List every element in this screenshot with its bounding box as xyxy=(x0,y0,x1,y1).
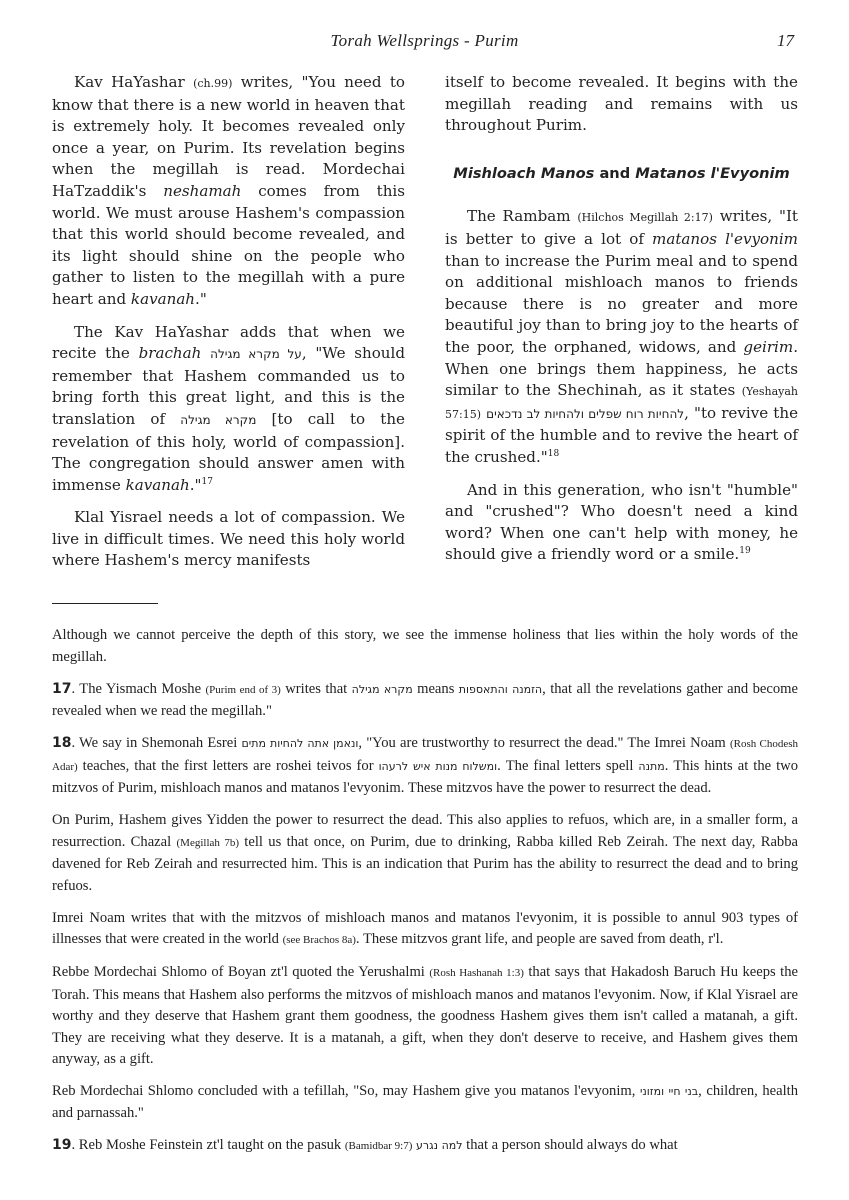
paragraph: Klal Yisrael needs a lot of compassion. We live in difficult times. We need this holy world where Hashem's mercy manifests xyxy=(52,508,405,570)
footnote-number: 17 xyxy=(52,680,72,697)
right-column xyxy=(445,72,798,577)
text: teaches, that the first letters are roshei teivos for xyxy=(77,757,379,774)
text: than to increase the Purim meal and to spend on additional mishloach manos to friends because there is no greater and more beautiful joy than to bring joy to the hearts of the poor, the orphaned, widows, and xyxy=(445,251,798,356)
hebrew-text: מקרא מגילה xyxy=(180,412,257,427)
hebrew-text: מקרא מגילה xyxy=(351,682,413,696)
source-citation: (Megillah 7b) xyxy=(176,836,239,849)
italic-term: geirim xyxy=(743,337,794,356)
footnote-divider xyxy=(52,603,158,604)
heading-part: Matanos l'Evyonim xyxy=(635,164,790,182)
text: that a person should always do what xyxy=(462,1136,678,1153)
paragraph xyxy=(445,480,798,566)
paragraph xyxy=(52,322,405,497)
hebrew-text: להחיות רוח שפלים ולהחיות לב נדכאים xyxy=(486,406,685,421)
italic-term: matanos l'evyonim xyxy=(652,229,798,248)
italic-term: kavanah xyxy=(130,289,196,308)
text: Rebbe Mordechai Shlomo of Boyan zt'l quoted the Yerushalmi xyxy=(52,964,430,980)
text: . We say in Shemonah Esrei xyxy=(71,735,242,751)
text: The Kav HaYashar adds that when we recite the xyxy=(52,322,405,363)
text: tell us that once, on Purim, due to drinking, Rabba killed Reb Zeirah. The next day, Rabba davened for Reb Zeirah and resurrected him. This is an indication that Purim has the ability to resurrect the dead and to bring refuos. xyxy=(52,833,798,894)
heading-part: and xyxy=(594,164,636,182)
page-number: 17 xyxy=(777,31,794,50)
text: comes from this world. We must arouse Hashem's compassion that this world should become revealed, and its light should shine on the people who gather to listen to the megillah with a pure heart and xyxy=(52,181,405,308)
source-citation: (Hilchos Megillah 2:17) xyxy=(577,211,713,225)
footnote-ref[interactable]: 18 xyxy=(547,448,560,459)
text: , "to revive the spirit of the humble and to revive the heart of the crushed." xyxy=(445,403,798,466)
text: writes that xyxy=(280,680,352,697)
source-citation: (ch.99) xyxy=(193,77,233,90)
italic-term: kavanah xyxy=(125,475,190,494)
text: . The Yismach Moshe xyxy=(71,680,206,697)
paragraph xyxy=(52,72,405,311)
hebrew-text: ומשלוח מנות איש לרעהו xyxy=(378,759,498,773)
text: [to call to the revelation of this holy, world of compassion]. The congregation should answer amen with immense xyxy=(52,409,405,494)
footnote-19 xyxy=(52,1135,798,1158)
text: ." xyxy=(195,289,207,308)
text: And in this generation, who isn't "humble" and "crushed"? Who doesn't need a kind word? When one can't help with money, he should give a friendly word or a smile. xyxy=(445,480,798,564)
source-citation: (Purim end of 3) xyxy=(205,683,281,696)
source-citation: (Yeshayah 57:15) xyxy=(445,385,798,421)
text: . The final letters spell xyxy=(497,757,639,774)
text: writes, "You need to know that there is a new world in heaven that is extremely holy. It becomes revealed only once a year, on Purim. Its revelation begins when the megillah is read. Mordechai HaTzaddik's xyxy=(52,73,405,200)
source-citation: (Bamidbar 9:7) xyxy=(344,1139,413,1152)
footnote-18-paragraph xyxy=(52,810,798,897)
italic-term: neshamah xyxy=(163,181,242,200)
hebrew-text: הזמנה והתאספות xyxy=(458,682,543,696)
left-column xyxy=(52,72,405,583)
text: Kav HaYashar xyxy=(74,73,194,91)
footnote-continuation: Although we cannot perceive the depth of this story, we see the immense holiness that lies within the holy words of the megillah. xyxy=(52,627,798,665)
footnote-17 xyxy=(52,679,798,723)
text: means xyxy=(412,680,459,697)
italic-term: brachah xyxy=(138,344,202,363)
heading-part: Mishloach Manos xyxy=(453,164,595,182)
text: . These mitzvos grant life, and people are saved from death, r'l. xyxy=(355,931,724,947)
text: Reb Mordechai Shlomo concluded with a tefillah, "So, may Hashem give you matanos l'evyonim, xyxy=(52,1083,640,1099)
footnote-18-paragraph xyxy=(52,962,798,1071)
footnote-ref[interactable]: 17 xyxy=(201,476,213,487)
text: Imrei Noam writes that with the mitzvos of mishloach manos and matanos l'evyonim, it is possible to annul 903 types of illnesses that were created in the world xyxy=(52,909,798,947)
section-heading xyxy=(445,163,798,185)
text: ." xyxy=(189,475,202,494)
text: , "We should remember that Hashem commanded us to bring forth this great light, and this is the translation of xyxy=(52,344,405,428)
paragraph: itself to become revealed. It begins with the megillah reading and remains with us throughout Purim. xyxy=(445,73,798,135)
hebrew-text: על מקרא מגילה xyxy=(210,347,302,362)
footnote-ref[interactable]: 19 xyxy=(739,546,751,557)
footnote-number: 19 xyxy=(52,1136,72,1153)
hebrew-text: ונאמן אתה להחיות מתים xyxy=(241,737,359,750)
footnote-18-paragraph xyxy=(52,908,798,952)
source-citation: (Rosh Chodesh Adar) xyxy=(52,738,799,773)
text: . When one brings them happiness, he acts similar to the Shechinah, as it states xyxy=(445,337,798,400)
footnote-18-paragraph xyxy=(52,1081,798,1124)
running-header xyxy=(0,31,849,57)
text: , "You are trustworthy to resurrect the dead." The Imrei Noam xyxy=(358,735,730,751)
text: . Reb Moshe Feinstein zt'l taught on the pasuk xyxy=(71,1136,345,1153)
hebrew-text: למה נגרע xyxy=(416,1138,463,1152)
text: . This hints at the two mitzvos of Purim, mishloach manos and matanos l'evyonim. These mitzvos have the power to resurrect the dead. xyxy=(52,757,798,796)
source-citation: (see Brachos 8a) xyxy=(282,934,356,946)
text: , children, health and parnassah." xyxy=(52,1083,798,1121)
paragraph xyxy=(445,206,798,468)
book-title: Torah Wellsprings - Purim xyxy=(330,31,519,50)
source-citation: (Rosh Hashanah 1:3) xyxy=(429,967,524,979)
footnotes xyxy=(52,625,798,1168)
text: The Rambam xyxy=(467,207,578,226)
hebrew-text: בני חיי ומזוני xyxy=(639,1085,699,1098)
text: that says that Hakadosh Baruch Hu keeps the Torah. This means that Hashem also performs the mitzvos of mishloach manos and matanos l'evyonim. Now, if Klal Yisrael are worthy and they deserve that Hashem grant them goodness, the goodness Hashem gives them isn't called a matanah, a gift. They are receiving what they deserve. It is a matanah, a gift, when they don't deserve to receive, and Hashem gives them anyway, as a gift. xyxy=(52,964,799,1067)
footnote-number: 18 xyxy=(52,735,72,751)
text: writes, "It is better to give a lot of xyxy=(445,207,799,248)
footnote-18 xyxy=(52,733,798,800)
text: On Purim, Hashem gives Yidden the power to resurrect the dead. This also applies to refuos, which are, in a smaller form, a resurrection. Chazal xyxy=(52,812,798,850)
hebrew-text: מתנה xyxy=(638,759,665,773)
text: , that all the revelations gather and become revealed when we read the megillah." xyxy=(52,680,798,719)
